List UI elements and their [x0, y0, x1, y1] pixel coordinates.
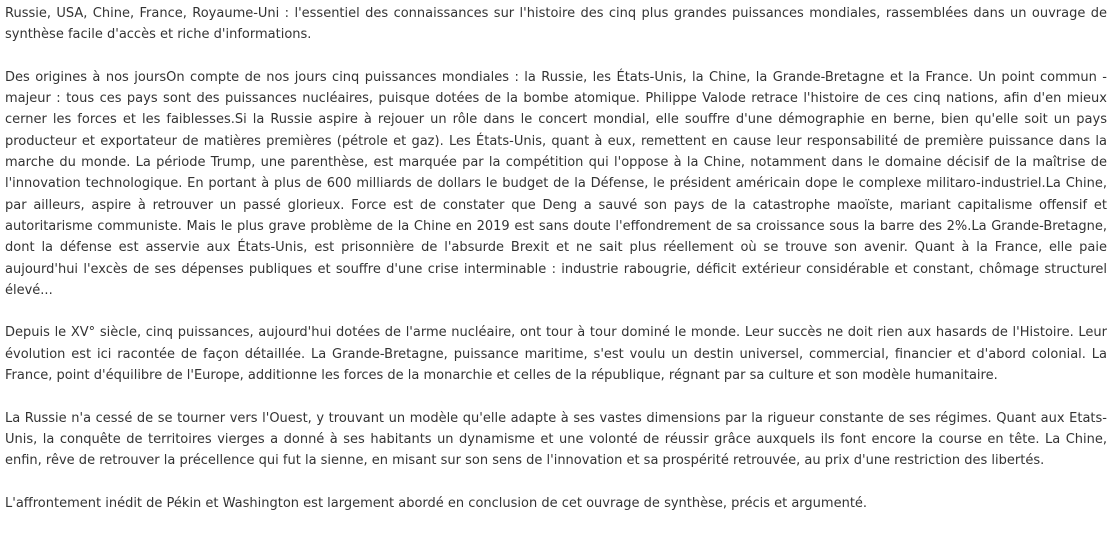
description-paragraph-russia-usa-china: La Russie n'a cessé de se tourner vers l'Ouest, y trouvant un modèle qu'elle adapte à ses vastes dimensions par la rigueur constante de ses régimes. Quant aux Etats-Unis, la conquête de territoires vierges a donné à ses habitants un dynamisme et une volonté de réussir grâce auxquels ils font encore la course en tête. La Chine, enfin, rêve de retrouver la précellence qui fut la sienne, en misant sur son sens de l'innovation et sa prospérité retrouvée, au prix d'une restriction des libertés.	[5, 410, 1107, 469]
description-paragraph-history: Depuis le XV° siècle, cinq puissances, aujourd'hui dotées de l'arme nucléaire, ont tour à tour dominé le monde. Leur succès ne doit rien aux hasards de l'Histoire. Leur évolution est ici racontée de façon détaillée. La Grande-Bretagne, puissance maritime, s'est voulu un destin universel, commercial, financier et d'abord colonial. La France, point d'équilibre de l'Europe, additionne les forces de la monarchie et celles de la république, régnant par sa culture et son modèle humanitaire.	[5, 325, 1107, 384]
description-paragraph-conclusion: L'affrontement inédit de Pékin et Washington est largement abordé en conclusion de cet ouvrage de synthèse, précis et argumenté.	[5, 495, 868, 511]
description-paragraph-intro: Russie, USA, Chine, France, Royaume-Uni : l'essentiel des connaissances sur l'histoire des cinq plus grandes puissances mondiales, rassemblées dans un ouvrage de synthèse facile d'accès et riche d'informations.	[5, 6, 1107, 43]
description-paragraph-origins: Des origines à nos joursOn compte de nos jours cinq puissances mondiales : la Russie, les États-Unis, la Chine, la Grande-Bretagne et la France. Un point commun - majeur : tous ces pays sont des puissances nucléaires, puisque dotées de la bombe atomique. Philippe Valode retrace l'histoire de ces cinq nations, afin d'en mieux cerner les forces et les faiblesses.Si la Russie aspire à rejouer un rôle dans le concert mondial, elle souffre d'une démographie en berne, bien qu'elle soit un pays producteur et exportateur de matières premières (pétrole et gaz). Les États-Unis, quant à eux, remettent en cause leur responsabilité de première puissance dans la marche du monde. La période Trump, une parenthèse, est marquée par la compétition qui l'oppose à la Chine, notamment dans le domaine décisif de la maîtrise de l'innovation technologique. En portant à plus de 600 milliards de dollars le budget de la Défense, le président américain dope le complexe militaro-industriel.La Chine, par ailleurs, aspire à retrouver un passé glorieux. Force est de constater que Deng a sauvé son pays de la catastrophe maoïste, mariant capitalisme offensif et autoritarisme communiste. Mais le plus grave problème de la Chine en 2019 est sans doute l'effondrement de sa croissance sous la barre des 2%.La Grande-Bretagne, dont la défense est asservie aux États-Unis, est prisonnière de l'absurde Brexit et ne sait plus réellement où se trouve son avenir. Quant à la France, elle paie aujourd'hui l'excès de ses dépenses publiques et souffre d'une crise interminable : industrie rabougrie, déficit extérieur considérable et constant, chômage structurel élevé...	[5, 69, 1107, 298]
